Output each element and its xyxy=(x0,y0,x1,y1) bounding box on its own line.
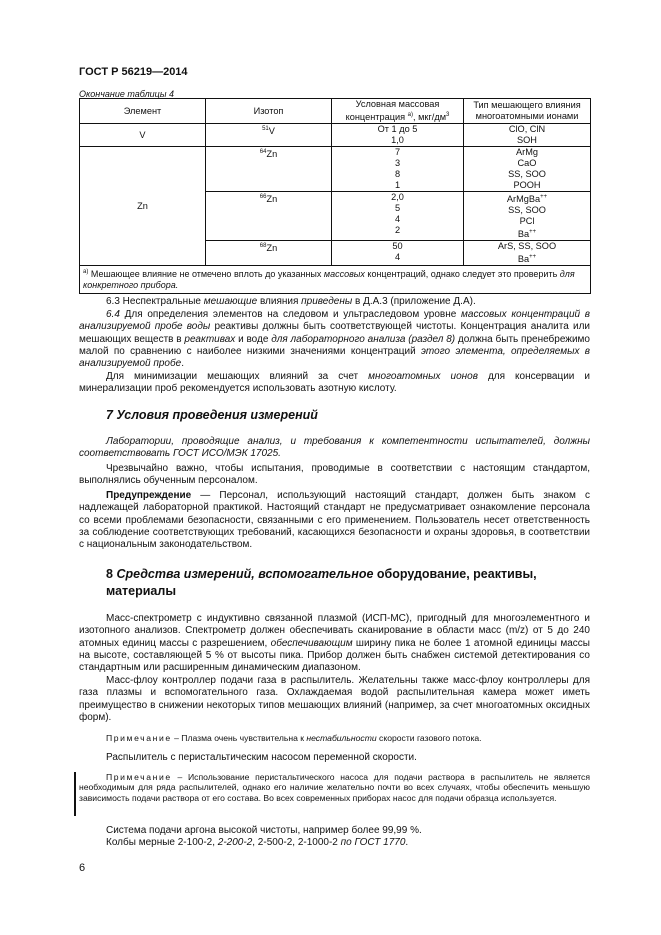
table-row-zn64 xyxy=(80,147,591,192)
table-row-v xyxy=(80,124,591,147)
cell-conc: 50 4 xyxy=(332,241,464,266)
cell-ions: ArS, SS, SOO Ba++ xyxy=(464,241,591,266)
change-bar xyxy=(74,772,76,816)
paragraph-8-2: Масс-флоу контроллер подачи газа в распылитель. Желательны также масс-флоу контроллеры для газа плазмы и вспомогательного газа. Охлаждаемая водой распылительная камера может иметь преимущество в снижении некоторых типов мешающих влияний (например, за счет многоатомных оксидных форм). xyxy=(79,675,590,723)
col-isotope: Изотоп xyxy=(206,99,332,124)
paragraph-7-2: Чрезвычайно важно, чтобы испытания, проводимые в соответствии с настоящим стандартом, выполнялись обученным персоналом. xyxy=(79,463,590,487)
col-interference: Тип мешающего влияния многоатомными ионами xyxy=(464,99,591,124)
cell-ions: ArMg CaO SS, SOO POOH xyxy=(464,147,591,192)
cell-isotope: $^{68}$Zn xyxy=(206,241,332,266)
table-footnote: $^{а)}$ Мешающее влияние не отмечено вплоть до указанных массовых концентраций, однако следует это проверить для конкретного прибора. xyxy=(80,266,591,294)
paragraph-6-4: 6.4 Для определения элементов на следовом и ультраследовом уровне массовых концентраций в анализируемой пробе воды реактивы должны быть соответствующей чистоты. Концентрация аналита или мешающих веществ в реактивах и воде для лабораторного анализа (раздел 8) должна быть пренебрежимо малой по сравнению с наиболее низкими значениями концентраций этого элемента, определяемых в анализируемой пробе. xyxy=(79,309,591,370)
cell-ions: ArMgBa++ SS, SOO PCl Ba++ xyxy=(464,192,591,241)
col-element: Элемент xyxy=(80,99,206,124)
section-7-heading: 7 Условия проведения измерений xyxy=(106,408,318,422)
table-caption: Окончание таблицы 4 xyxy=(79,89,174,99)
cell-conc-v: От 1 до 5 1,0 xyxy=(332,124,464,147)
document-header: ГОСТ Р 56219—2014 xyxy=(79,66,188,78)
paragraph-6-5: Для минимизации мешающих влияний за счет многоатомных ионов для консервации и минерализации проб рекомендуется использовать азотную кислоту. xyxy=(79,371,590,395)
paragraph-8-3: Распылитель с перистальтическим насосом переменной скорости. xyxy=(106,752,417,763)
cell-ions-v: ClO, ClN SOH xyxy=(464,124,591,147)
paragraph-8-5: Колбы мерные 2-100-2, 2-200-2, 2-500-2, 2-1000-2 по ГОСТ 1770. xyxy=(106,837,409,848)
table-header-row xyxy=(80,99,591,124)
col-concentration: Условная массовая концентрация $^{а)}$, мкг/$дм^3$ xyxy=(332,99,464,124)
paragraph-8-1: Масс-спектрометр с индуктивно связанной плазмой (ИСП-МС), пригодный для многоэлементного и изотопного анализов. Спектрометр должен обеспечивать сканирование в области масс (m/z) от 5 до 240 атомных единиц массы с разрешением, обеспечивающим ширину пика не более 1 атомной единицы массы на высоте, составляющей 5 % от высоты пика. Прибор должен быть снабжен системой детектирования со стандартным или расширенным динамическим диапазоном. xyxy=(79,613,590,674)
cell-isotope: $^{64}$Zn xyxy=(206,147,332,192)
cell-isotope: $^{66}$Zn xyxy=(206,192,332,241)
section-8-heading: 8 Средства измерений, вспомогательное оборудование, реактивы, материалы xyxy=(106,567,537,598)
table-4 xyxy=(79,98,591,294)
note-2: Примечание – Использование перистальтического насоса для подачи раствора в распылитель не является необходимым для ряда распылителей, однако его наличие желательно почти во всех случаях, чтобы обеспечить меньшую зависимость подачи раствора от его состава. Во всех современных приборах насос для подачи образца используется. xyxy=(79,772,590,803)
paragraph-7-1: Лаборатории, проводящие анализ, и требования к компетентности испытателей, должны соответствовать ГОСТ ИСО/МЭК 17025. xyxy=(79,436,590,460)
cell-element-v: V xyxy=(80,124,206,147)
paragraph-6-3: 6.3 Неспектральные мешающие влияния приведены в Д.А.3 (приложение Д.А). xyxy=(106,296,476,307)
cell-conc: 7 3 8 1 xyxy=(332,147,464,192)
paragraph-8-4: Система подачи аргона высокой чистоты, например более 99,99 %. xyxy=(106,825,422,836)
paragraph-7-warning: Предупреждение — Персонал, использующий настоящий стандарт, должен быть знаком с надлежащей лабораторной практикой. Настоящий стандарт не предусматривает ознакомление персонала со всеми проблемами безопасности, связанными с его применением. Пользователь несет ответственность за соблюдение соответствующих требований, касающихся безопасности и охраны здоровья, в соответствии с национальным законодательством. xyxy=(79,490,590,551)
cell-conc: 2,0 5 4 2 xyxy=(332,192,464,241)
cell-isotope-v: $^{51}$V xyxy=(206,124,332,147)
cell-element-zn: Zn xyxy=(80,147,206,266)
table-footnote-row xyxy=(80,266,591,294)
page-number: 6 xyxy=(79,862,86,874)
note-1: Примечание – Плазма очень чувствительна к нестабильности скорости газового потока. xyxy=(106,733,482,743)
